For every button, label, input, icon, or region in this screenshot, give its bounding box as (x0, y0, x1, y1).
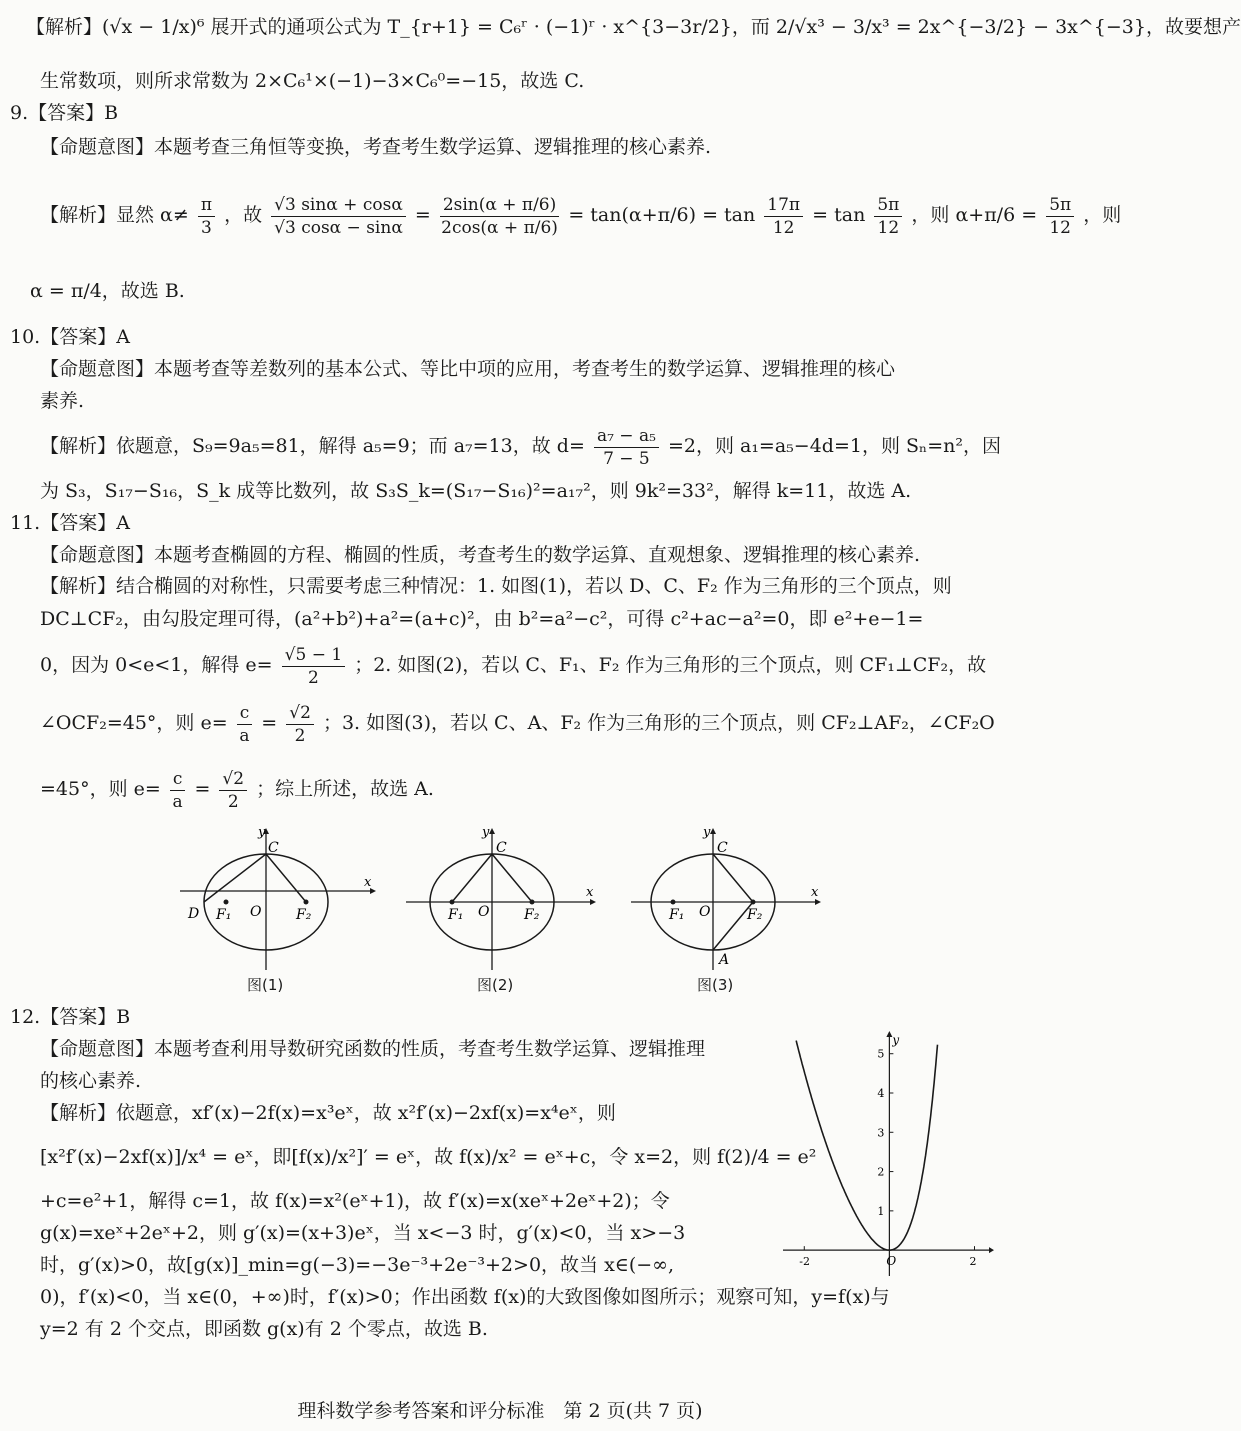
frac-5pi-12-a (874, 194, 902, 239)
frac-den: 12 (1049, 217, 1071, 238)
q8-analysis-line-2: 生常数项，则所求常数为 2×C₆¹×(−1)−3×C₆⁰=−15，故选 C. (40, 70, 585, 92)
q10-analysis-line-2: 为 S₃，S₁₇−S₁₆，S_k 成等比数列，故 S₃S_k=(S₁₇−S₁₆)²=a₁₇²，则 9k²=33²，解得 k=11，故选 A. (40, 480, 912, 502)
frac-den: 2 (294, 725, 306, 746)
frac-e-golden (282, 644, 346, 689)
frac-num: √5 − 1 (282, 644, 346, 667)
q12-analysis-line-5: 时，g′(x)>0，故[g(x)]_min=g(−3)=−3e⁻³+2e⁻³+2>0，故当 x∈(−∞, (40, 1254, 675, 1276)
q11-text-b: ；2. 如图(2)，若以 C、F₁、F₂ 作为三角形的三个顶点，则 CF₁⊥CF₂，故 (354, 654, 987, 676)
figure-caption-1: 图(1) (247, 976, 284, 994)
frac-den: 12 (772, 217, 795, 238)
q9-analysis-line-1: 【解析】显然 α≠ $\frac{\pi}{3}$ ，故 $\frac{√3 \sin\alpha + \cos\alpha}{√3 \cos\alpha - \sin\alpha}$ = $\frac{2\sin(\alpha + \pi/6)}{2\cos(\alpha + \pi/6)}$ = tan(α+π/6) = tan $\frac{17\pi}{12}$ = tan $\frac{5\pi}{12}$ ，则 α+π/6 = $\frac{5\pi}{12}$ ，则 (40, 194, 1122, 238)
frac-pi-3 (198, 194, 215, 239)
frac-num: a₇ − a₅ (594, 425, 659, 448)
q12-analysis-line-3: +c=e²+1，解得 c=1，故 f(x)=x²(eˣ+1)，故 f′(x)=x(xeˣ+2eˣ+2)；令 (40, 1190, 670, 1212)
frac-den: 2 (227, 791, 239, 812)
frac-num: π (198, 194, 215, 217)
y-tick-label-4: 4 (877, 1087, 885, 1100)
label-C: C (717, 840, 728, 856)
q12-analysis-line-4: g(x)=xeˣ+2eˣ+2，则 g′(x)=(x+3)eˣ，当 x<−3 时，g′(x)<0，当 x>−3 (40, 1222, 686, 1244)
frac-den: 3 (201, 217, 212, 238)
frac-num: c (170, 768, 186, 791)
q11-analysis-line-2: DC⊥CF₂，由勾股定理可得，(a²+b²)+a²=(a+c)²，由 b²=a²−c²，可得 c²+ac−a²=0，即 e²+e−1= (40, 608, 924, 630)
label-C: C (496, 840, 507, 856)
label-x: x (811, 885, 819, 900)
frac-den: a (239, 725, 250, 746)
focus-F2 (751, 900, 756, 905)
focus-F1 (224, 900, 229, 905)
ellipse-figure-1 (180, 822, 380, 972)
q10-text-b: =2，则 a₁=a₅−4d=1，则 Sₙ=n²，因 (667, 435, 1002, 457)
frac-num: 2sin(α + π/6) (440, 194, 559, 217)
q10-intent-1: 【命题意图】本题考查等差数列的基本公式、等比中项的应用，考查考生的数学运算、逻辑推理的核心 (40, 358, 896, 380)
q9-analysis-line-2: α = π/4，故选 B. (30, 280, 185, 302)
label-O: O (250, 904, 262, 920)
frac-den: 2 (307, 667, 319, 688)
axis-label-y: y (892, 1033, 900, 1047)
label-y: y (482, 825, 490, 840)
q10-text-a: 【解析】依题意，S₉=9a₅=81，解得 a₅=9；而 a₇=13，故 d= (40, 435, 585, 457)
q11-analysis-line-1: 【解析】结合椭圆的对称性，只需要考虑三种情况：1. 如图(1)，若以 D、C、F₂ 作为三角形的三个顶点，则 (40, 575, 952, 597)
frac-num: 5π (874, 194, 902, 217)
x-tick-label-2: 2 (969, 1255, 977, 1269)
frac-num: √3 sinα + cosα (271, 194, 406, 217)
y-axis-arrow (489, 828, 495, 834)
q12-intent-2: 的核心素养. (40, 1070, 142, 1092)
q11-text-d: ；3. 如图(3)，若以 C、A、F₂ 作为三角形的三个顶点，则 CF₂⊥AF₂，∠CF₂O (322, 712, 995, 734)
frac-c-a-1 (237, 702, 253, 747)
q11-answer: 11.【答案】A (10, 512, 130, 534)
q9-text-c: = tan(α+π/6) = tan (568, 204, 756, 226)
y-axis-arrow (710, 828, 716, 834)
q12-analysis-line-7: y=2 有 2 个交点，即函数 g(x)有 2 个零点，故选 B. (40, 1318, 488, 1340)
q9-intent: 【命题意图】本题考查三角恒等变换，考查考生数学运算、逻辑推理的核心素养. (40, 136, 712, 158)
q9-text-e: ，则 α+π/6 = (911, 204, 1038, 226)
label-F2: F₂ (524, 907, 540, 923)
label-F1: F₁ (448, 907, 464, 923)
focus-F1 (450, 900, 455, 905)
frac-root2-2-b (219, 768, 247, 813)
q11-analysis-line-5: =45°，则 e= $\frac{c}{a}$ = $\frac{√2}{2}$ ；综上所述，故选 A. (40, 768, 434, 812)
q8-analysis-line-1: 【解析】(√x − 1/x)⁶ 展开式的通项公式为 T_{r+1} = C₆ʳ · (−1)ʳ · x^{3−3r/2}，而 2/√x³ − 3/x³ = 2x^{−3/2} − 3x^{−3}，故要想产 (26, 16, 1241, 38)
frac-den: a (172, 791, 183, 812)
y-tick-label-5: 5 (877, 1047, 885, 1061)
figure-caption-2: 图(2) (477, 976, 514, 994)
page-footer: 理科数学参考答案和评分标准 第 2 页(共 7 页) (297, 1400, 703, 1422)
frac-5pi-12-b (1046, 194, 1074, 239)
q9-answer: 9.【答案】B (10, 102, 119, 124)
q10-answer: 10.【答案】A (10, 326, 130, 348)
label-F1: F₁ (216, 907, 232, 923)
label-O: O (478, 904, 490, 920)
frac-17pi-12 (764, 194, 803, 239)
label-D: D (188, 906, 200, 922)
y-tick-label-3: 3 (877, 1126, 885, 1140)
q9-text-a: 【解析】显然 α≠ (40, 204, 189, 226)
q11-text-a: 0，因为 0<e<1，解得 e= (40, 654, 273, 676)
q9-text-d: = tan (812, 204, 866, 226)
frac-big-lhs (271, 194, 406, 239)
q11-text-e: =45°，则 e= (40, 778, 161, 800)
frac-den: √3 cosα − sinα (274, 217, 403, 238)
focus-F1 (671, 900, 676, 905)
origin-label: O (886, 1254, 897, 1269)
label-y: y (258, 825, 266, 840)
frac-d (594, 425, 659, 470)
ellipse-figure-3 (625, 822, 825, 972)
label-O: O (699, 904, 711, 920)
frac-den: 12 (877, 217, 900, 238)
frac-c-a-2 (170, 768, 186, 813)
frac-den: 7 − 5 (603, 448, 650, 469)
y-tick-label-1: 1 (877, 1204, 885, 1218)
frac-den: 2cos(α + π/6) (441, 217, 558, 238)
q11-analysis-line-4: ∠OCF₂=45°，则 e= $\frac{c}{a}$ = $\frac{√2}{2}$ ；3. 如图(3)，若以 C、A、F₂ 作为三角形的三个顶点，则 CF₂⊥AF₂，∠CF₂O (40, 702, 995, 746)
frac-num: 5π (1046, 194, 1074, 217)
label-x: x (364, 875, 372, 890)
label-A: A (719, 952, 730, 968)
q9-text-b: ，故 (224, 204, 263, 226)
segment-DC (204, 854, 266, 902)
y-tick-label-2: 2 (877, 1165, 885, 1179)
frac-num: √2 (286, 702, 314, 725)
label-y: y (703, 825, 711, 840)
label-F2: F₂ (747, 907, 763, 923)
q12-analysis-line-6: 0)，f′(x)<0，当 x∈(0，+∞)时，f′(x)>0；作出函数 f(x)的大致图像如图所示；观察可知，y=f(x)与 (40, 1286, 890, 1308)
q11-analysis-line-3 (40, 638, 990, 692)
q12-analysis-line-1: 【解析】依题意，xf′(x)−2f(x)=x³eˣ，故 x²f′(x)−2xf(x)=x⁴eˣ，则 (40, 1102, 616, 1124)
q10-analysis-line-1 (40, 420, 1002, 472)
frac-num: 17π (764, 194, 803, 217)
focus-F2 (530, 900, 535, 905)
label-F1: F₁ (669, 907, 685, 923)
frac-big-rhs (440, 194, 559, 239)
q11-text-f: ；综上所述，故选 A. (256, 778, 434, 800)
frac-root2-2-a (286, 702, 314, 747)
q11-text-c: ∠OCF₂=45°，则 e= (40, 712, 228, 734)
label-C: C (268, 840, 279, 856)
label-x: x (586, 885, 594, 900)
q12-analysis-line-2: [x²f′(x)−2xf(x)]/x⁴ = eˣ，即[f(x)/x²]′ = eˣ，故 f(x)/x² = eˣ+c，令 x=2，则 f(2)/4 = e² (40, 1146, 817, 1168)
label-F2: F₂ (296, 907, 312, 923)
frac-num: √2 (219, 768, 247, 791)
x-tick-label--2: -2 (799, 1255, 810, 1269)
figure-caption-3: 图(3) (697, 976, 734, 994)
q11-intent: 【命题意图】本题考查椭圆的方程、椭圆的性质，考查考生的数学运算、直观想象、逻辑推理的核心素养. (40, 544, 921, 566)
curve-f-of-x (796, 1041, 937, 1251)
q9-text-f: ，则 (1083, 204, 1122, 226)
function-graph (775, 1030, 995, 1280)
axis-ticks (799, 1048, 976, 1268)
x-axis-arrow (989, 1247, 994, 1253)
q10-intent-2: 素养. (40, 390, 85, 412)
q12-intent-1: 【命题意图】本题考查利用导数研究函数的性质，考查考生数学运算、逻辑推理 (40, 1038, 706, 1060)
ellipse-figure-2 (400, 822, 600, 972)
q12-answer: 12.【答案】B (10, 1006, 131, 1028)
frac-num: c (237, 702, 253, 725)
focus-F2 (304, 900, 309, 905)
